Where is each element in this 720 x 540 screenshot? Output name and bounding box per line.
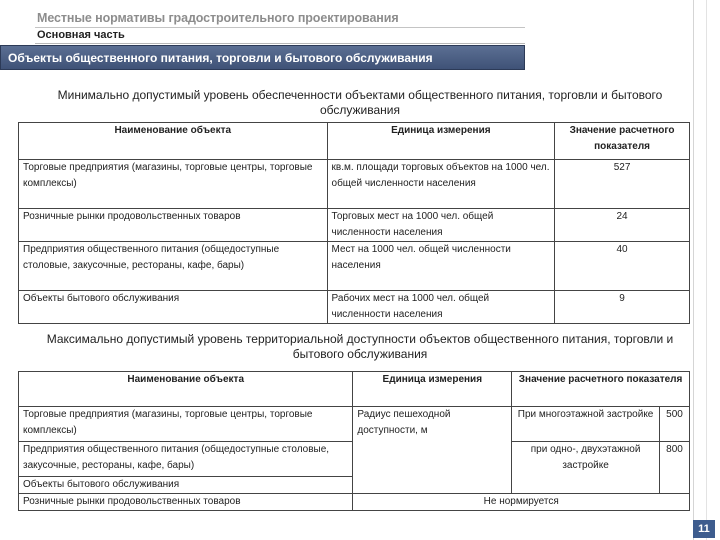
table2-row2-name: Предприятия общественного питания (общедоступные столовые, закусочные, рестораны, кафе, бары)	[19, 442, 353, 477]
table1-header-row	[19, 123, 690, 160]
document-subtitle: Основная часть	[37, 29, 125, 41]
table2-header-row	[19, 372, 690, 407]
table-row	[19, 407, 690, 442]
table1-row3-name: Предприятия общественного питания (общедоступные столовые, закусочные, рестораны, кафе, бары)	[19, 242, 328, 291]
section-banner	[0, 45, 525, 70]
table-row	[19, 209, 690, 242]
table1-row2-value: 24	[555, 209, 690, 242]
table-row	[19, 242, 690, 291]
table2-sub1-value: 500	[659, 407, 689, 442]
table1-row3-unit: Мест на 1000 чел. общей численности населения	[327, 242, 555, 291]
right-margin-line	[706, 0, 707, 540]
table-row	[19, 494, 690, 511]
table2-row4-name: Розничные рынки продовольственных товаров	[19, 494, 353, 511]
table1-row4-unit: Рабочих мест на 1000 чел. общей численности населения	[327, 291, 555, 324]
table2-header-unit: Единица измерения	[353, 372, 512, 407]
table1-header-name: Наименование объекта	[19, 123, 328, 160]
table1-caption: Минимально допустимый уровень обеспеченности объектами общественного питания, торговли и бытового обслуживания	[57, 88, 663, 117]
table1-row1-name: Торговые предприятия (магазины, торговые центры, торговые комплексы)	[19, 160, 328, 209]
table1-row4-value: 9	[555, 291, 690, 324]
table-row	[19, 291, 690, 324]
table1-header-value: Значение расчетного показателя	[555, 123, 690, 160]
table1-header-unit: Единица измерения	[327, 123, 555, 160]
table2-sub2-value: 800	[659, 442, 689, 494]
section-title: Объекты общественного питания, торговли и бытового обслуживания	[8, 51, 433, 65]
table2-header-name: Наименование объекта	[19, 372, 353, 407]
table1-row2-unit: Торговых мест на 1000 чел. общей численности населения	[327, 209, 555, 242]
table-row	[19, 160, 690, 209]
table2	[18, 371, 690, 511]
table1	[18, 122, 690, 324]
table1-row4-name: Объекты бытового обслуживания	[19, 291, 328, 324]
page-number: 11	[693, 520, 715, 538]
table1-row3-value: 40	[555, 242, 690, 291]
table2-sub1-label: При многоэтажной застройке	[512, 407, 660, 442]
table1-row1-value: 527	[555, 160, 690, 209]
table2-unit: Радиус пешеходной доступности, м	[353, 407, 512, 494]
table2-row1-name: Торговые предприятия (магазины, торговые центры, торговые комплексы)	[19, 407, 353, 442]
table2-not-normed: Не нормируется	[353, 494, 690, 511]
table1-row2-name: Розничные рынки продовольственных товаров	[19, 209, 328, 242]
table2-row3-name: Объекты бытового обслуживания	[19, 477, 353, 494]
table2-header-value: Значение расчетного показателя	[512, 372, 690, 407]
table2-caption: Максимально допустимый уровень территориальной доступности объектов общественного питания, торговли и бытового обслуживания	[46, 332, 674, 361]
table1-row1-unit: кв.м. площади торговых объектов на 1000 чел. общей численности населения	[327, 160, 555, 209]
document-title: Местные нормативы градостроительного проектирования	[37, 11, 399, 25]
table2-sub2-label: при одно-, двухэтажной застройке	[512, 442, 660, 494]
